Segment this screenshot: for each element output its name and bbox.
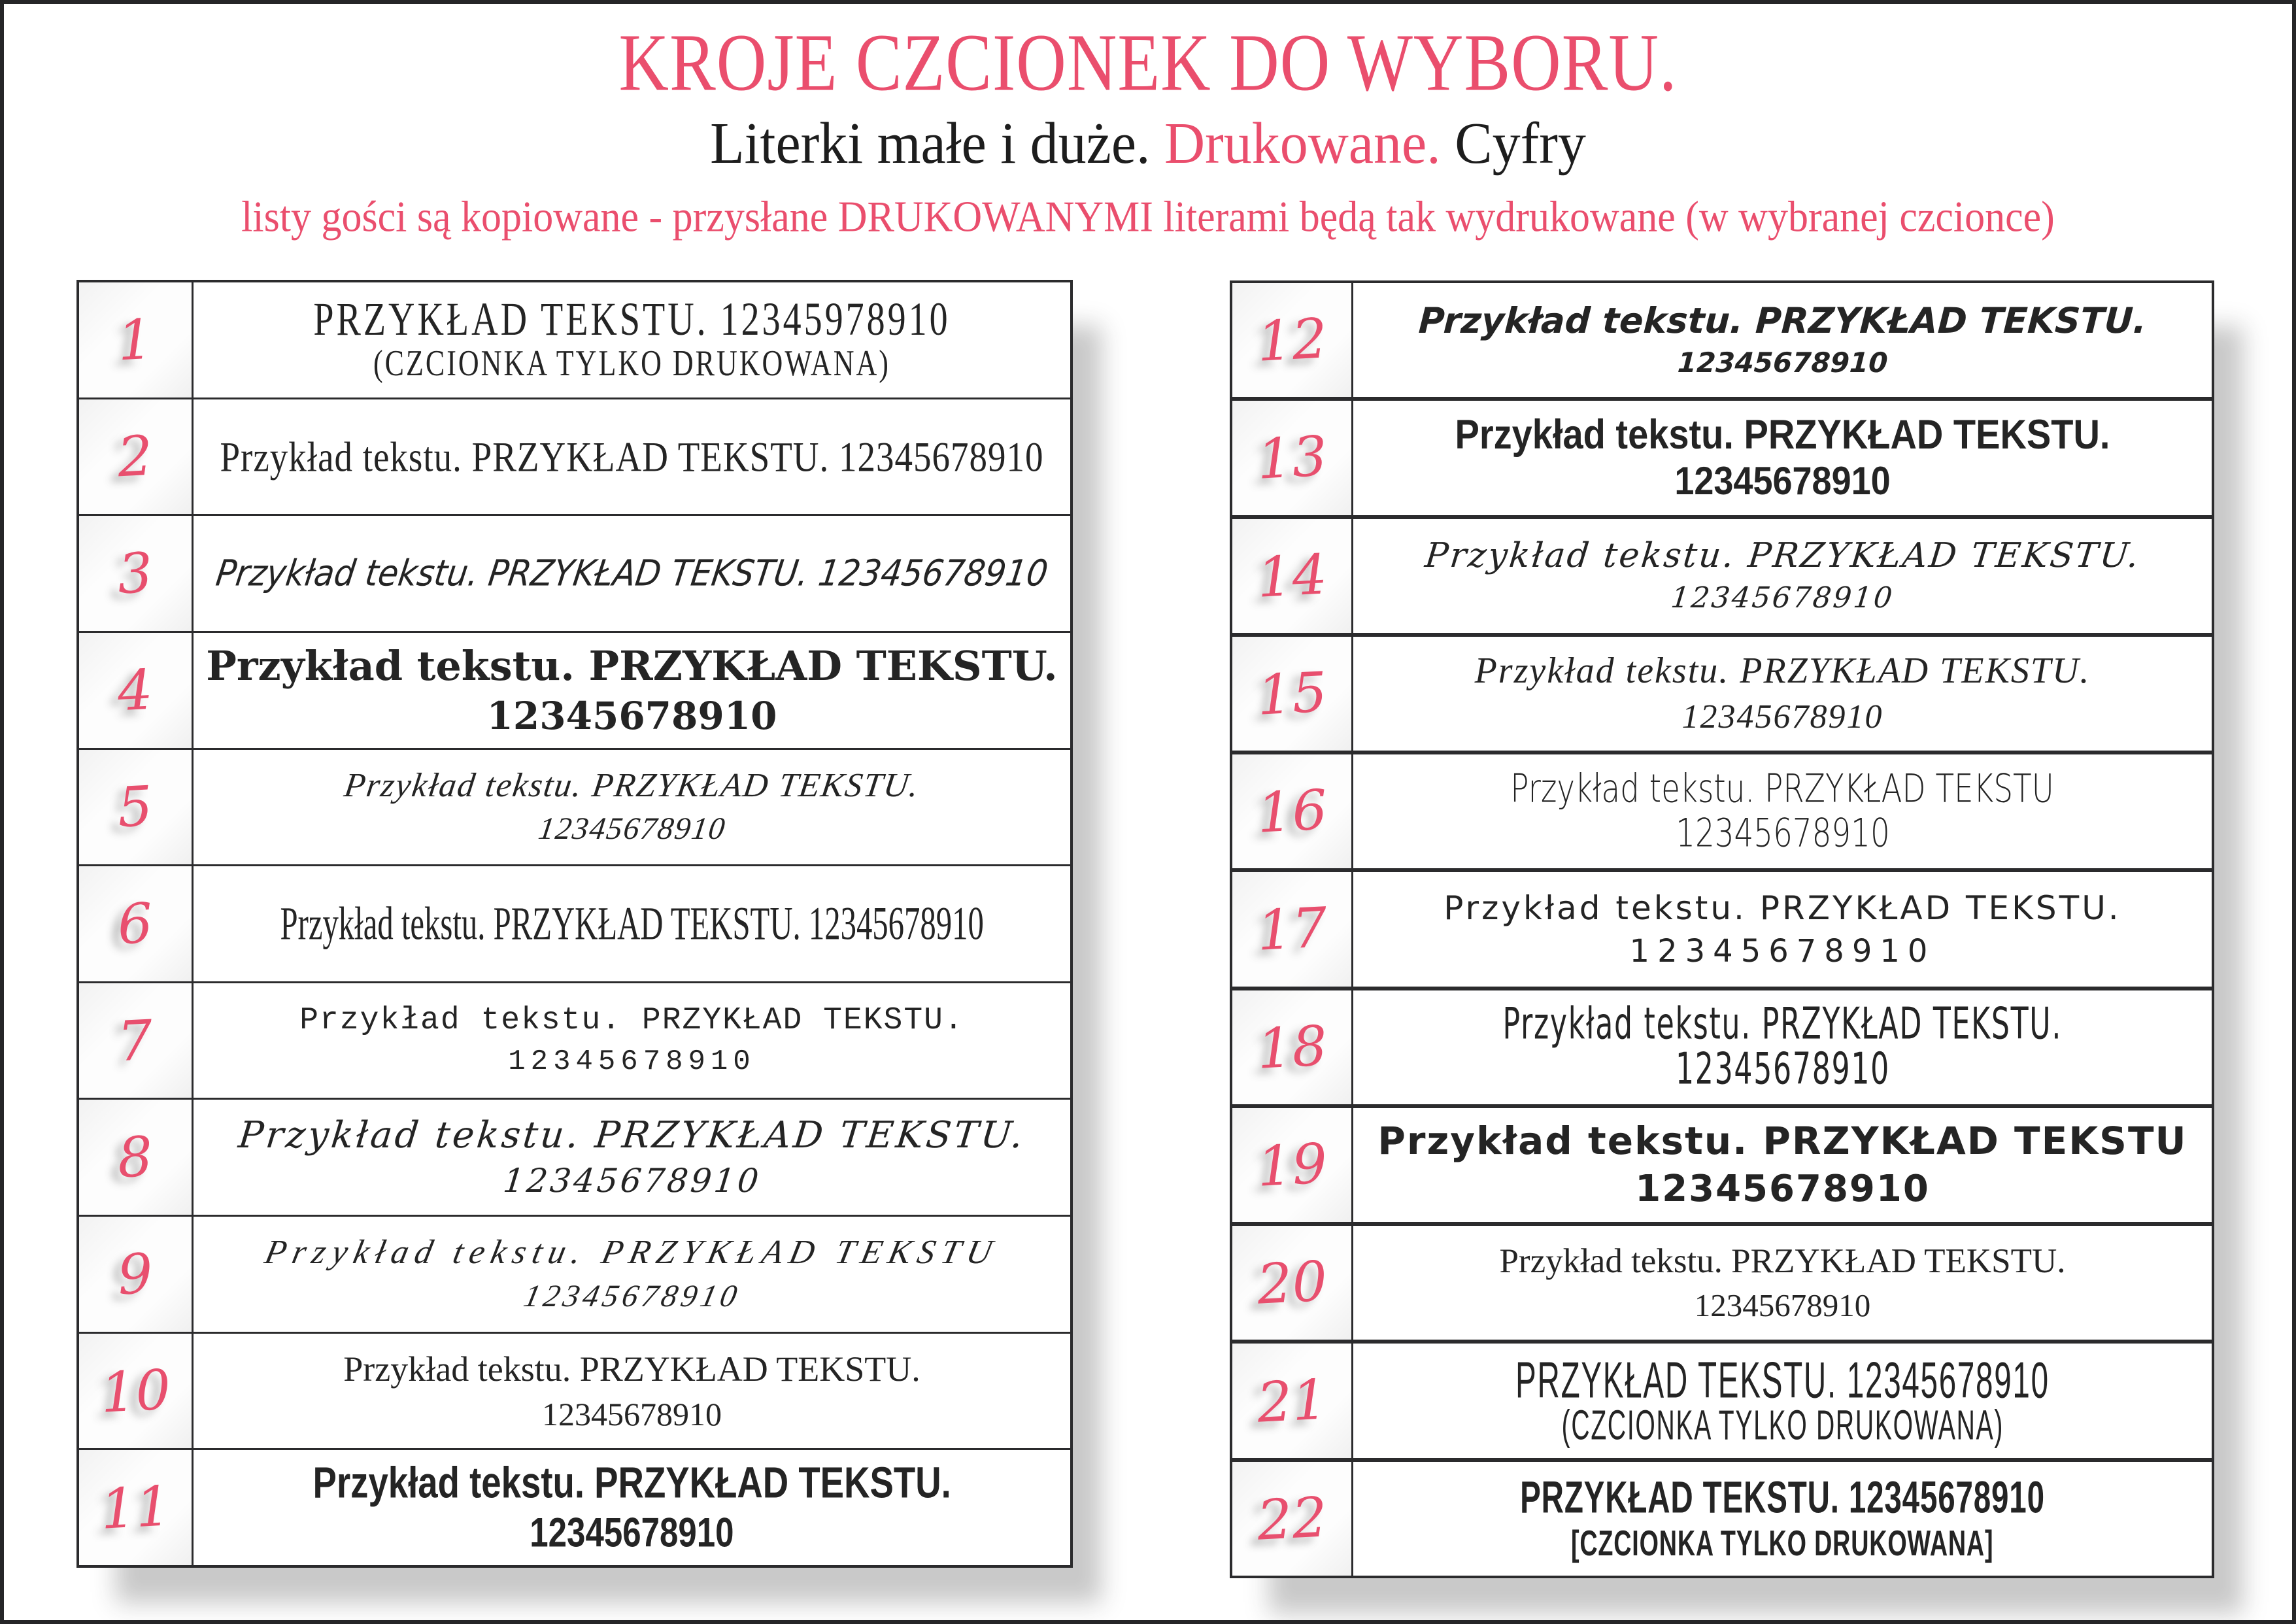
subtitle-part2: Cyfry: [1440, 110, 1586, 176]
sample-text-line: 12345678910: [520, 1279, 744, 1314]
row-number-cell: [79, 399, 194, 515]
row-number: 14: [1255, 541, 1328, 610]
font-sample-row: [1232, 1458, 2212, 1576]
sample-text-cell: [1353, 637, 2212, 751]
sample-text-line: Przykład tekstu. PRZYKŁAD TEKSTU.: [1474, 651, 2091, 692]
row-number-cell: [79, 1217, 194, 1332]
font-sample-row: [1232, 283, 2212, 397]
font-sample-row: [1232, 397, 2212, 515]
font-sample-row: [79, 514, 1070, 631]
sample-text-line: PRZYKŁAD TEKSTU. 12345678910: [1515, 1351, 2050, 1409]
sample-text-line: PRZYKŁAD TEKSTU. 12345678910: [1520, 1472, 2045, 1523]
sample-text-cell: [1353, 519, 2212, 633]
row-number-cell: [79, 750, 194, 865]
sample-text-line: 12345678910: [486, 693, 777, 738]
row-number-cell: [79, 1450, 194, 1565]
sample-text-line: Przykład tekstu. PRZYKŁAD TEKSTU. 12345678910: [220, 433, 1044, 481]
sample-text-line: 12345678910: [1629, 932, 1936, 970]
sample-text-line: Przykład tekstu. PRZYKŁAD TEKSTU.: [343, 1349, 920, 1389]
sample-text-line: Przykład tekstu. PRZYKŁAD TEKSTU.: [1455, 411, 2110, 458]
sample-text-cell: [1353, 990, 2212, 1104]
row-number-cell: [79, 282, 194, 398]
row-number: 17: [1255, 895, 1328, 964]
sample-text-line: 12345678910: [1676, 347, 1889, 379]
row-number-cell: [1232, 1108, 1353, 1222]
row-number-cell: [1232, 637, 1353, 751]
subtitle-part1: Literki małe i duże.: [710, 110, 1165, 176]
sample-text-cell: [194, 282, 1070, 398]
sample-text-line: Przykład tekstu. PRZYKŁAD TEKSTU. 12345678910: [280, 896, 984, 950]
sample-text-line: 12345678910: [530, 1510, 734, 1556]
sample-text-line: 12345678910: [1694, 1287, 1871, 1324]
row-number-cell: [1232, 990, 1353, 1104]
sample-text-cell: [194, 633, 1070, 748]
sample-text-line: Przykład tekstu. PRZYKŁAD TEKSTU.: [312, 1459, 951, 1508]
row-number: 3: [116, 540, 155, 607]
row-number: 11: [99, 1474, 172, 1542]
sample-text-line: Przykład tekstu. PRZYKŁAD TEKSTU.: [341, 766, 922, 804]
font-sample-row: [1232, 515, 2212, 633]
sample-text-line: 12345678910: [1675, 1044, 1890, 1095]
sample-text-cell: [1353, 1108, 2212, 1222]
row-number-cell: [1232, 1344, 1353, 1457]
sample-text-line: Przykład tekstu. PRZYKŁAD TEKSTU.: [1417, 299, 2148, 341]
font-sample-row: [79, 864, 1070, 981]
font-table-right: [1230, 280, 2214, 1578]
row-number: 4: [116, 657, 155, 724]
font-sample-row: [1232, 987, 2212, 1104]
row-number: 10: [99, 1357, 172, 1425]
sample-text-cell: [194, 1217, 1070, 1332]
row-number: 20: [1255, 1249, 1328, 1317]
font-sample-row: [1232, 1222, 2212, 1340]
sample-text-line: Przykład tekstu. PRZYKŁAD TEKSTU.: [236, 1113, 1028, 1157]
sample-text-line: Przykład tekstu. PRZYKŁAD TEKSTU.: [206, 641, 1058, 690]
row-number-cell: [79, 1334, 194, 1449]
sample-text-line: Przykład tekstu. PRZYKŁAD TEKSTU: [1510, 766, 2055, 812]
row-number: 19: [1255, 1131, 1328, 1199]
sample-text-cell: [194, 983, 1070, 1098]
row-number-cell: [79, 516, 194, 631]
row-number: 9: [116, 1241, 155, 1308]
sample-text-cell: [1353, 1226, 2212, 1340]
row-number-cell: [79, 866, 194, 981]
row-number: 16: [1255, 777, 1328, 845]
row-number-cell: [79, 633, 194, 748]
row-number-cell: [1232, 283, 1353, 397]
sample-text-cell: [194, 1100, 1070, 1215]
row-number-cell: [1232, 401, 1353, 515]
copy-note: listy gości są kopiowane - przysłane DRUKOWANYMI literami będą tak wydrukowane (w wybranej czcionce): [241, 193, 2055, 241]
font-sample-row: [79, 981, 1070, 1098]
sample-text-cell: [1353, 872, 2212, 986]
row-number-cell: [79, 983, 194, 1098]
sample-text-line: Przykład tekstu. PRZYKŁAD TEKSTU.: [1499, 1242, 2066, 1280]
font-table-left: [76, 280, 1073, 1568]
sample-text-line: 12345678910: [1669, 581, 1896, 615]
sample-text-line: [CZCIONKA TYLKO DRUKOWANA]: [1571, 1523, 1994, 1563]
sample-text-line: Przykład tekstu. PRZYKŁAD TEKSTU: [1377, 1119, 2187, 1164]
row-number: 21: [1255, 1366, 1328, 1435]
row-number: 18: [1255, 1013, 1328, 1081]
font-sample-row: [79, 1098, 1070, 1215]
row-number-cell: [1232, 519, 1353, 633]
sample-text-line: 12345678910: [1635, 1168, 1930, 1211]
row-number: 15: [1255, 660, 1328, 728]
sample-text-line: 12345678910: [501, 1162, 763, 1200]
font-sample-row: [1232, 1104, 2212, 1222]
row-number: 8: [116, 1124, 155, 1191]
sample-text-cell: [194, 1334, 1070, 1449]
sample-text-line: Przykład tekstu. PRZYKŁAD TEKSTU.: [1502, 999, 2063, 1050]
sample-text-line: 12345678910: [1674, 459, 1891, 504]
sample-text-line: Przykład tekstu. PRZYKŁAD TEKSTU.: [1443, 889, 2121, 928]
row-number: 12: [1255, 306, 1328, 374]
sample-text-line: Przykład tekstu. PRZYKŁAD TEKSTU.: [299, 1003, 964, 1039]
sample-text-cell: [1353, 1344, 2212, 1457]
page-title: KROJE CZCIONEK DO WYBORU.: [618, 17, 1678, 108]
font-sample-row: [79, 1215, 1070, 1332]
font-sample-row: [79, 398, 1070, 515]
row-number: 13: [1255, 424, 1328, 492]
row-number-cell: [1232, 754, 1353, 868]
row-number: 1: [116, 307, 155, 373]
font-sample-row: [79, 282, 1070, 398]
sample-text-line: Przykład tekstu. PRZYKŁAD TEKSTU.: [1423, 536, 2142, 576]
sample-text-line: (CZCIONKA TYLKO DRUKOWANA): [373, 343, 890, 384]
sample-text-line: 12345678910: [1675, 811, 1890, 856]
row-number-cell: [1232, 872, 1353, 986]
sample-text-cell: [194, 399, 1070, 515]
font-sample-row: [79, 748, 1070, 865]
sample-text-line: 12345678910: [542, 1395, 722, 1432]
font-sample-row: [79, 1332, 1070, 1449]
sample-text-line: 12345678910: [508, 1045, 756, 1078]
sample-text-line: 12345678910: [1681, 698, 1883, 736]
sample-text-line: (CZCIONKA TYLKO DRUKOWANA): [1561, 1400, 2004, 1449]
sample-text-line: Przykład tekstu. PRZYKŁAD TEKSTU. 12345678910: [213, 552, 1051, 594]
font-sample-row: [1232, 633, 2212, 751]
sample-text-cell: [194, 750, 1070, 865]
font-sample-row: [1232, 1340, 2212, 1457]
font-sample-row: [1232, 868, 2212, 986]
sample-text-cell: [194, 866, 1070, 981]
row-number-cell: [79, 1100, 194, 1215]
sample-text-line: PRZYKŁAD TEKSTU. 12345978910: [313, 294, 951, 346]
font-sample-row: [79, 631, 1070, 748]
row-number: 5: [116, 774, 155, 840]
row-number: 6: [116, 890, 155, 957]
row-number-cell: [1232, 1226, 1353, 1340]
sample-text-cell: [1353, 1462, 2212, 1576]
sample-text-cell: [1353, 401, 2212, 515]
sample-text-cell: [194, 1450, 1070, 1565]
subtitle-highlight: Drukowane.: [1164, 110, 1441, 176]
row-number: 7: [116, 1007, 155, 1074]
row-number-cell: [1232, 1462, 1353, 1576]
row-number: 22: [1255, 1485, 1328, 1553]
page-subtitle: [4, 109, 2292, 177]
sample-text-cell: [1353, 283, 2212, 397]
sample-text-cell: [194, 516, 1070, 631]
font-sample-row: [79, 1448, 1070, 1565]
sample-text-cell: [1353, 754, 2212, 868]
sample-text-line: 12345678910: [535, 811, 728, 847]
sample-text-line: Przykład tekstu. PRZYKŁAD TEKSTU: [262, 1234, 1002, 1272]
row-number: 2: [116, 424, 155, 490]
font-sample-row: [1232, 751, 2212, 868]
